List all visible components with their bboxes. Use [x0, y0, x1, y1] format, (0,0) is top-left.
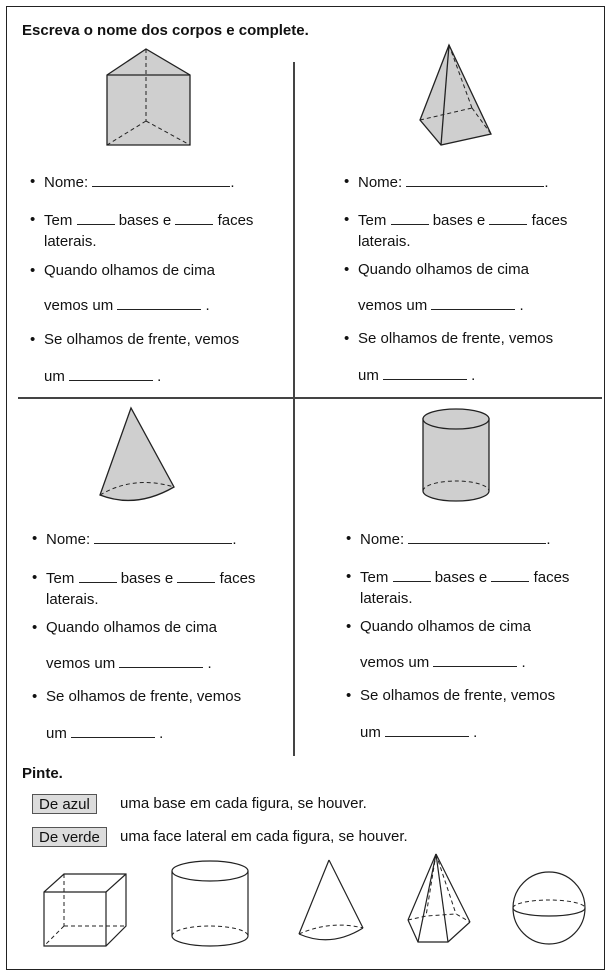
q3-bases-blank[interactable] [79, 568, 117, 583]
q1-um-line: um . [44, 368, 162, 385]
sphere-figure[interactable] [509, 868, 589, 948]
q1-cima-line: • Quando olhamos de cima [30, 262, 215, 279]
de-azul-tag: De azul [32, 794, 97, 814]
q4-tem-line: • Tem bases e faces [346, 568, 570, 586]
q4-faces-blank[interactable] [491, 567, 529, 582]
q3-nome-blank[interactable] [94, 529, 232, 544]
cone-outline-figure[interactable] [295, 856, 369, 948]
de-verde-text: uma face lateral em cada figura, se houver. [120, 828, 408, 845]
q1-tem-line: • Tem bases e faces [30, 211, 254, 229]
q2-bases-blank[interactable] [391, 210, 429, 225]
hexagonal-pyramid-figure[interactable] [404, 850, 474, 950]
q4-cima-line: • Quando olhamos de cima [346, 618, 531, 635]
pinte-heading: Pinte. [22, 765, 63, 782]
q1-faces-blank[interactable] [175, 210, 213, 225]
q2-vemos-line: vemos um . [358, 297, 524, 314]
q4-nome-line: • Nome: . [346, 530, 551, 548]
q1-vemos-line: vemos um . [44, 297, 210, 314]
q3-um-line: um . [46, 725, 164, 742]
q2-cima-blank[interactable] [431, 295, 515, 310]
cube-figure[interactable] [40, 870, 130, 950]
q4-um-line: um . [360, 724, 478, 741]
q3-frente-blank[interactable] [71, 723, 155, 738]
q3-nome-line: • Nome: . [32, 530, 237, 548]
q3-faces-blank[interactable] [177, 568, 215, 583]
q4-frente-blank[interactable] [385, 722, 469, 737]
q1-bases-blank[interactable] [77, 210, 115, 225]
worksheet-title: Escreva o nome dos corpos e complete. [22, 22, 309, 39]
de-verde-tag: De verde [32, 827, 107, 847]
cylinder-outline-figure[interactable] [167, 858, 253, 950]
q1-nome-blank[interactable] [92, 172, 230, 187]
q4-cima-blank[interactable] [433, 652, 517, 667]
q2-um-line: um . [358, 367, 476, 384]
q3-vemos-line: vemos um . [46, 655, 212, 672]
q4-nome-blank[interactable] [408, 529, 546, 544]
q4-laterais: laterais. [360, 590, 413, 607]
q3-cima-blank[interactable] [119, 653, 203, 668]
q4-bases-blank[interactable] [393, 567, 431, 582]
q1-nome-line: • Nome: . [30, 173, 235, 191]
q3-laterais: laterais. [46, 591, 99, 608]
q2-cima-line: • Quando olhamos de cima [344, 261, 529, 278]
cylinder-figure [418, 405, 494, 505]
q4-frente-line: • Se olhamos de frente, vemos [346, 687, 556, 704]
q2-nome-line: • Nome: . [344, 173, 549, 191]
q3-cima-line: • Quando olhamos de cima [32, 619, 217, 636]
q4-vemos-line: vemos um . [360, 654, 526, 671]
q2-laterais: laterais. [358, 233, 411, 250]
q3-tem-line: • Tem bases e faces [32, 569, 256, 587]
q2-frente-blank[interactable] [383, 365, 467, 380]
horizontal-divider [18, 397, 602, 399]
q1-frente-blank[interactable] [69, 366, 153, 381]
q3-frente-line: • Se olhamos de frente, vemos [32, 688, 242, 705]
q1-cima-blank[interactable] [117, 295, 201, 310]
square-pyramid-figure [415, 42, 495, 150]
q1-frente-line: • Se olhamos de frente, vemos [30, 331, 240, 348]
q1-laterais: laterais. [44, 233, 97, 250]
de-azul-text: uma base em cada figura, se houver. [120, 795, 367, 812]
q2-nome-blank[interactable] [406, 172, 544, 187]
q2-frente-line: • Se olhamos de frente, vemos [344, 330, 554, 347]
triangular-prism-figure [100, 45, 200, 150]
vertical-divider [293, 62, 295, 756]
q2-tem-line: • Tem bases e faces [344, 211, 568, 229]
cone-figure [96, 405, 180, 505]
q2-faces-blank[interactable] [489, 210, 527, 225]
